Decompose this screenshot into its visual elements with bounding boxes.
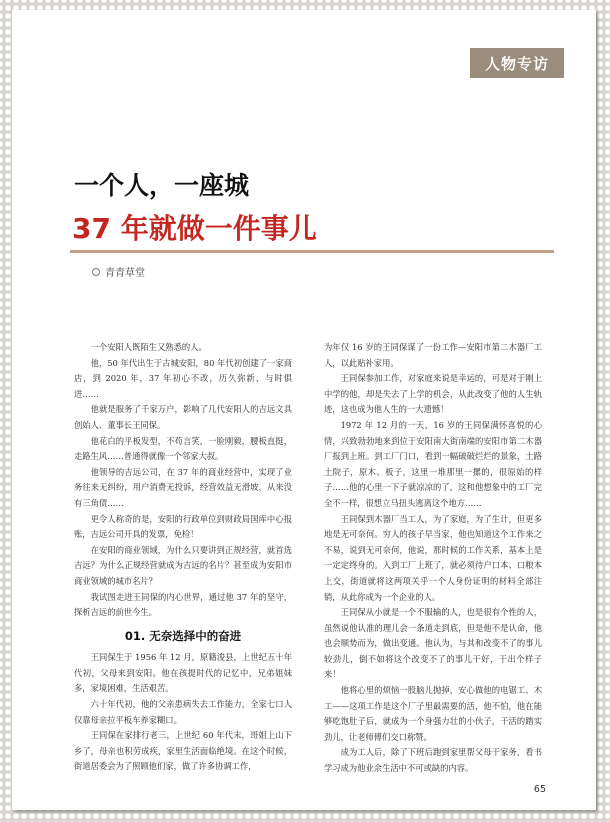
paragraph: 一个安阳人既陌生又熟悉的人。 — [90, 342, 207, 352]
paragraph: 为年仅 16 岁的王同保谋了一份工作—安阳市第二木器厂工人，以此贴补家用。 — [324, 342, 542, 368]
paragraph: 更令人称奇的是，安阳的行政单位到财政局国库中心报账，吉远公司开具的发票，免检！ — [74, 513, 292, 540]
left-column — [74, 340, 292, 775]
paragraph: 他将心里的烦恼一股脑儿抛掉，安心做他的电锯工、木工——这项工作是这个厂子里最需要的活，他不怕，他在能够吃饱肚子后，就成为一个身强力壮的小伙子，干活的踏实劲儿，让老师傅们交口称赞。 — [324, 685, 542, 742]
bullet-circle-icon — [92, 268, 100, 276]
section-tag: 人物专访 — [470, 48, 564, 78]
paragraph: 王同保生于 1956 年 12 月，原籍浚县，上世纪五十年代初，父母来到安阳。他在孩提时代的记忆中，兄弟姐妹多，家境困难，生活艰苦。 — [74, 652, 292, 694]
author-byline — [92, 264, 145, 279]
paragraph: 王同保参加工作，对家庭来说是幸运的，可是对于刚上中学的他，却是失去了上学的机会，从此改变了他的人生轨迹，这也成为他人生的一大遗憾！ — [324, 373, 542, 415]
magazine-page — [12, 10, 596, 810]
paragraph: 王同保到木器厂当工人，为了家庭，为了生计，但更多地是无可奈何。穷人的孩子早当家，他也知道这个工作来之不易，说到无可奈何，他说，那时候的工作关系，基本上是一定定终身的。入到工厂上班了，就必须待户口本、口粮本上交，街道就将这两项关乎一个人身份证明的材料全部注销，从此你成为一个企业的人。 — [324, 513, 542, 602]
paragraph: 成为工人后，除了下班后跑到家里帮父母干家务，看书学习成为他业余生活中不可或缺的内容。 — [324, 747, 542, 774]
section-subheading: 01. 无奈选择中的奋进 — [124, 628, 242, 643]
title-line-2: 37 年就做一件事儿 — [72, 212, 317, 245]
paragraph: 他花白的平板发型，不苟言笑，一脸刚毅，腰板直挺，走路生风……普通得就像一个邻家大叔。 — [74, 435, 292, 462]
paragraph: 1972 年 12 月的一天，16 岁的王同保满怀喜悦的心情，兴致勃勃地来到位于安阳南大街南端的安阳市第二木器厂报到上班。到工厂门口，看到一幅破破烂烂的景象，土路土院子，原木、板子，这里一堆那里一摞的，很原始的样子……他的心里一下子就凉凉的了，这和他想象中的工厂完全不一样，很想立马扭头逃离这个地方…… — [324, 419, 542, 508]
paragraph: 他领导的吉远公司，在 37 年的商业经营中，实现了业务往来无纠纷，用户消费无投诉，经营效益无滑坡，从来没有三角债…… — [74, 466, 292, 508]
right-column — [324, 340, 542, 777]
title-rule — [70, 250, 554, 253]
paragraph: 我试图走进王同保的内心世界，通过他 37 年的坚守，探析吉远的前世今生。 — [74, 591, 292, 618]
paragraph: 王同保从小就是一个不服输的人，也是很有个性的人，虽然说他认准的理儿会一条道走到底，但是他不是认命，他也会顺势而为，做出变通。他认为，与其和改变不了的事儿较劲儿，倒不如将这个改变不了的事儿干好，干出个样子来！ — [324, 607, 542, 680]
page-number: 65 — [533, 784, 546, 795]
paragraph: 王同保在家排行老三，上世纪 60 年代末，哥姐上山下乡了，母亲也积劳成疾，家里生活面临绝境。在这个时候，街道居委会为了照顾他们家，做了许多协调工作， — [74, 730, 292, 772]
paragraph: 在安阳的商业领域，为什么只要讲到正规经营，就首选吉远？为什么正规经营就成为吉远的名片？甚至成为安阳市商业领域的城市名片？ — [74, 544, 292, 586]
author-name: 青青草堂 — [105, 268, 145, 279]
paragraph: 六十年代初，他的父亲患病失去工作能力，全家七口人仅靠母亲拉平板车养家糊口。 — [74, 699, 292, 725]
paragraph: 他，50 年代出生于古城安阳，80 年代初创建了一家商店，到 2020 年，37 年初心不改，历久弥新，与时俱进…… — [74, 357, 292, 399]
paragraph: 他就是服务了千家万户，影响了几代安阳人的吉远文具创始人、董事长王同保。 — [74, 404, 292, 430]
title-line-1: 一个人，一座城 — [74, 171, 250, 200]
